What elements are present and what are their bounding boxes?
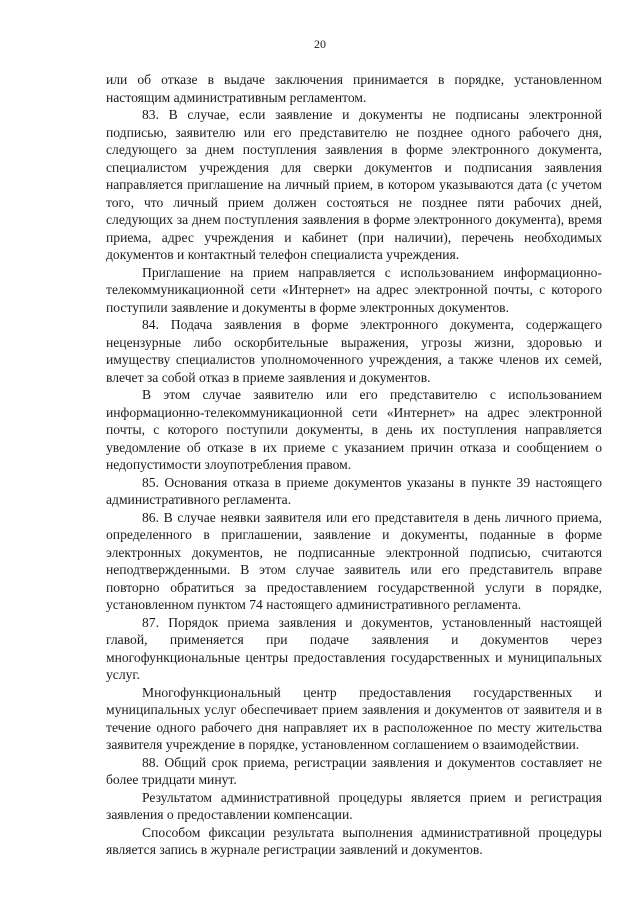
paragraph-84: 84. Подача заявления в форме электронного документа, содержащего нецензурные либо оскорбительные выражения, угрозы жизни, здоровью и имуществу специалистов уполномоченного учреждения, а также членов их семей, влечет за собой отказ в приеме заявления и документов. [106,317,602,385]
document-body [106,71,602,859]
paragraph-result: Результатом административной процедуры является прием и регистрация заявления о предоставлении компенсации. [106,789,602,822]
paragraph-invitation: Приглашение на прием направляется с использованием информационно-телекоммуникационной сети «Интернет» на адрес электронной почты, с которого поступили заявление и документы в форме электронных документов. [106,264,602,315]
paragraph-87: 87. Порядок приема заявления и документов, установленный настоящей главой, применяется при подаче заявления и документов через многофункциональные центры предоставления государственных и муниципальных услуг. [106,614,602,682]
paragraph-86: 86. В случае неявки заявителя или его представителя в день личного приема, определенного в приглашении, заявление и документы, поданные в форме электронных документов, не подписанные электронной подписью, считаются неподтвержденными. В этом случае заявитель или его представитель вправе повторно обратиться за предоставлением государственной услуги в порядке, установленном пунктом 74 настоящего административного регламента. [106,509,602,612]
paragraph-88: 88. Общий срок приема, регистрации заявления и документов составляет не более тридцати минут. [106,754,602,787]
paragraph-refusal-notice: В этом случае заявителю или его представителю с использованием информационно-телекоммуникационной сети «Интернет» на адрес электронной почты, с которого поступили документы, в день их поступления направляется уведомление об отказе в их приеме с указанием причин отказа и сообщением о недопустимости злоупотребления правом. [106,387,602,472]
paragraph-fixation: Способом фиксации результата выполнения административной процедуры является запись в журнале регистрации заявлений и документов. [106,824,602,857]
paragraph-continuation: или об отказе в выдаче заключения принимается в порядке, установленном настоящим административным регламентом. [106,72,602,105]
page-number: 20 [314,37,326,51]
paragraph-mfc: Многофункциональный центр предоставления государственных и муниципальных услуг обеспечивает прием заявления и документов от заявителя и в течение одного рабочего дня направляет их в расположенное по месту жительства заявителя учреждение в порядке, установленном соглашением о взаимодействии. [106,684,602,752]
paragraph-83: 83. В случае, если заявление и документы не подписаны электронной подписью, заявителю или его представителю не позднее одного рабочего дня, следующего за днем поступления заявления в форме электронного документа, специалистом учреждения для сверки документов и подписания заявления направляется приглашение на личный прием, в котором указываются дата (с учетом того, что личный прием должен состояться не позднее пяти рабочих дней, следующих за днем поступления заявления в форме электронного документа), время приема, адрес учреждения и кабинет (при наличии), перечень необходимых документов и контактный телефон специалиста учреждения. [106,107,602,262]
paragraph-85: 85. Основания отказа в приеме документов указаны в пункте 39 настоящего административного регламента. [106,474,602,507]
